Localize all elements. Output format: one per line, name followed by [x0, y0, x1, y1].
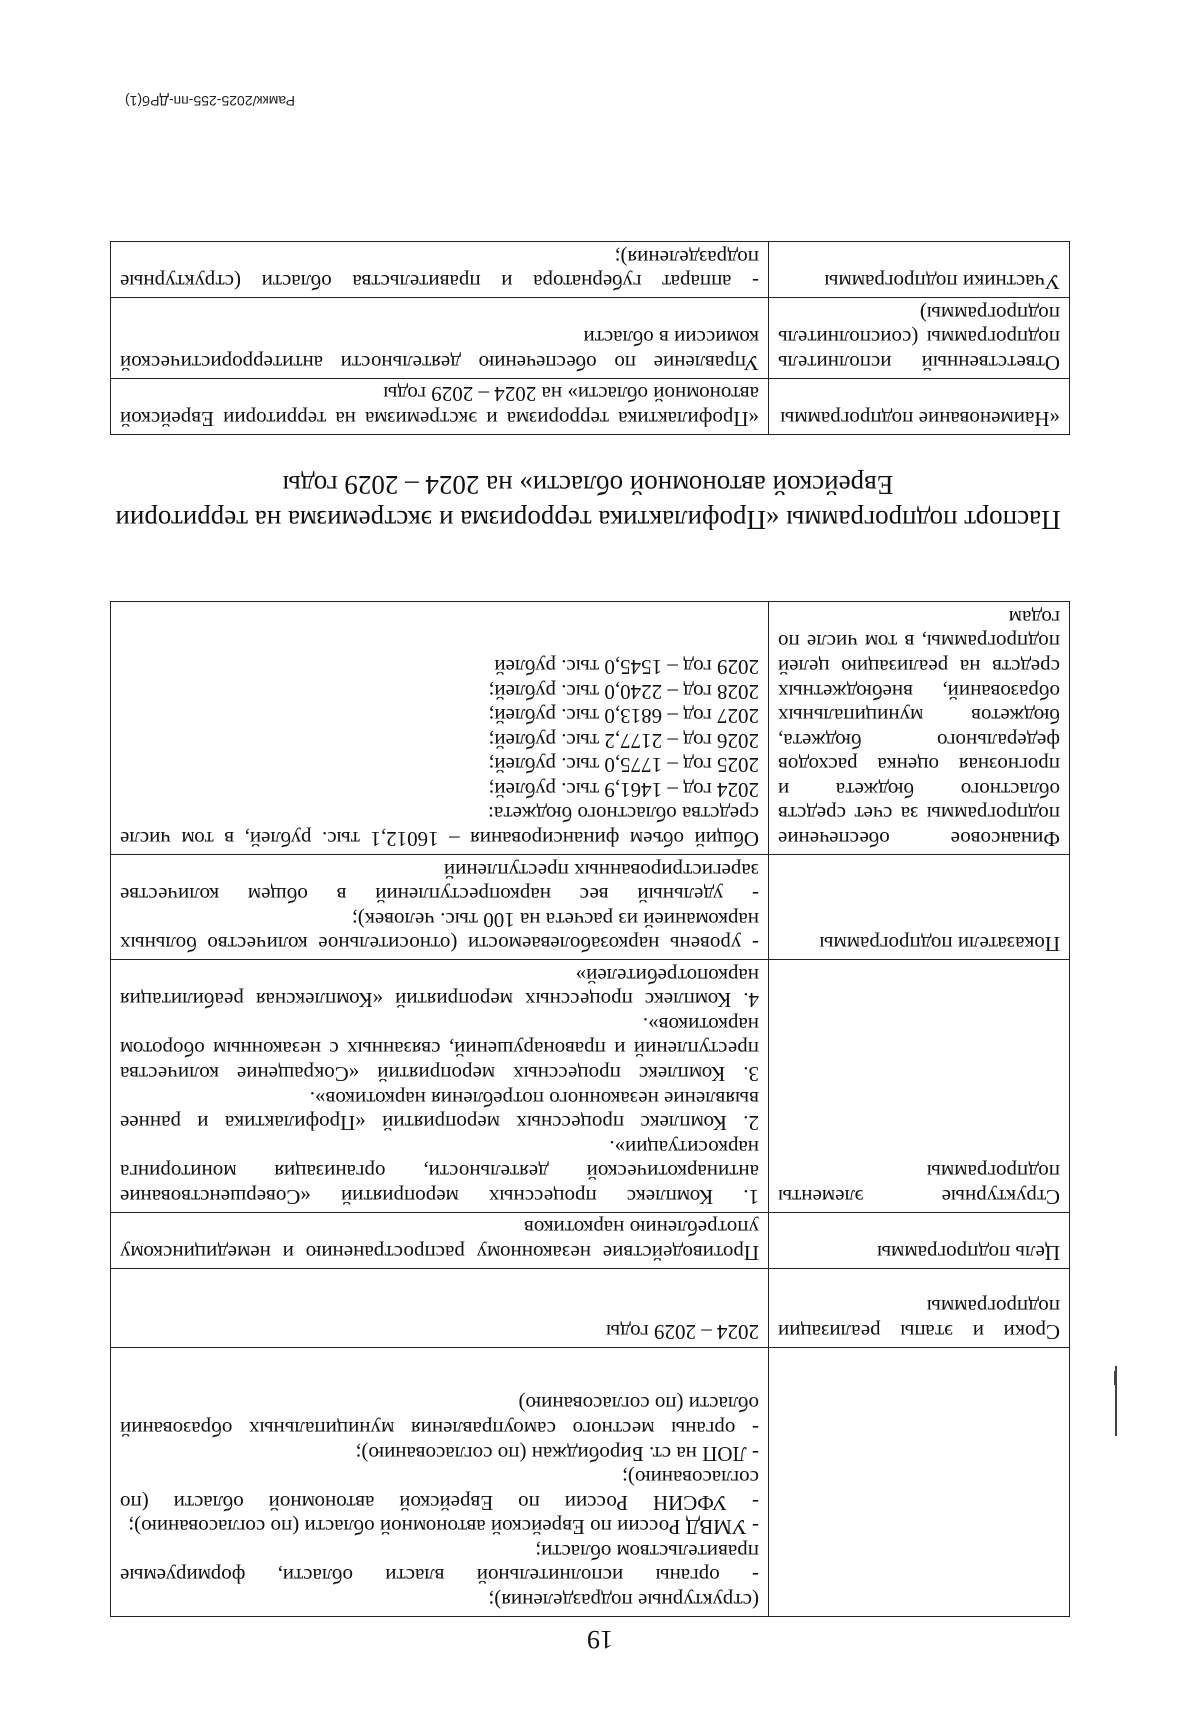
list-item: - ЛОП на ст. Биробиджан (по согласованию);	[355, 1441, 759, 1466]
row-value: Управление по обеспечению деятельности антитеррористической комиссии в области	[111, 298, 769, 379]
table-row	[111, 378, 1070, 434]
list-item: 2028 год – 2240,0 тыс. рублей;	[488, 679, 759, 704]
row-label: Финансовое обеспечение подпрограммы за счет средств областного бюджета и прогнозная оценка расходов федерального бюджета, бюджетов муниципальных образований, внебюджетных средств на реализацию целей подпрограммы, в том числе по годам	[769, 602, 1070, 855]
row-value: «Профилактика терроризма и экстремизма на территории Еврейской автономной области» на 2024 – 2029 годы	[111, 378, 769, 434]
row-label-empty	[769, 1348, 1070, 1617]
list-item: - УФСИН России по Еврейской автономной области (по согласованию);	[120, 1466, 759, 1515]
table-row	[111, 602, 1070, 855]
row-value: 2024 – 2029 годы	[111, 1269, 769, 1348]
row-label: Ответственный исполнитель подпрограммы (соисполнитель подпрограммы)	[769, 298, 1070, 379]
list-item: 2024 год – 1461,9 тыс. рублей;	[488, 777, 759, 802]
table-row	[111, 855, 1070, 960]
page-number: 19	[587, 1625, 613, 1654]
table-row	[111, 960, 1070, 1213]
list-item: 2027 год – 6813,0 тыс. рублей;	[488, 704, 759, 729]
list-item: Общий объем финансирования – 16012,1 тыс. рублей, в том числе средства областного бюджета:	[120, 802, 759, 851]
row-value: - аппарат губернатора и правительства области (структурные подразделения);	[111, 242, 769, 298]
row-value: Противодействие незаконному распространению и немедицинскому употреблению наркотиков	[111, 1212, 769, 1268]
row-label: Сроки и этапы реализации подпрограммы	[769, 1269, 1070, 1348]
list-item: 2. Комплекс процессных мероприятий «Профилактика и раннее выявление незаконного потребления наркотиков».	[120, 1086, 759, 1136]
list-item: 2026 год – 2177,2 тыс. рублей;	[488, 728, 759, 753]
list-item: 3. Комплекс процессных мероприятий «Сокращение количества преступлений и правонарушений, связанных с незаконным оборотом наркотиков».	[120, 1012, 759, 1087]
table-row	[111, 1212, 1070, 1268]
row-label: Участники подпрограммы	[769, 242, 1070, 298]
terrorism-subprogram-passport-table	[110, 241, 1070, 435]
row-label: Показатели подпрограммы	[769, 855, 1070, 960]
row-label: Цель подпрограммы	[769, 1212, 1070, 1268]
table-row	[111, 1348, 1070, 1617]
table-row	[111, 298, 1070, 379]
row-value	[111, 855, 769, 960]
scan-margin-mark	[1115, 1366, 1117, 1436]
row-value	[111, 602, 769, 855]
subprogram-passport-table-continued	[110, 601, 1070, 1617]
table-row	[111, 1269, 1070, 1348]
row-label: «Наименование подпрограммы	[769, 378, 1070, 434]
document-id: Рамкк/2025-255-пп-ДРб(1)	[124, 93, 295, 109]
row-value	[111, 960, 769, 1213]
list-item: 2025 год – 1775,0 тыс. рублей;	[488, 753, 759, 778]
list-item: - УМВД России по Еврейской автономной области (по согласованию);	[128, 1515, 759, 1540]
list-item: - органы исполнительной власти области, формируемые правительством области;	[120, 1539, 759, 1589]
list-item: 4. Комплекс процессных мероприятий «Комплексная реабилитация наркопотребителей»	[120, 963, 759, 1013]
list-item: 2029 год – 1545,0 тыс. рублей	[494, 655, 759, 680]
scan-margin-mark	[1114, 1371, 1115, 1385]
row-label: Структурные элементы подпрограммы	[769, 960, 1070, 1213]
list-item: (структурные подразделения);	[488, 1589, 759, 1613]
list-item: - удельный вес наркопреступлений в общем количестве зарегистрированных преступлений	[120, 858, 759, 908]
list-item: 1. Комплекс процессных мероприятий «Совершенствование антинаркотической деятельности, организация мониторинга наркоситуации».	[120, 1135, 759, 1209]
list-item: - уровень наркозаболеваемости (относительное количество больных наркоманией из расчета на 100 тыс. человек);	[120, 907, 759, 957]
passport-title: Паспорт подпрограммы «Профилактика терроризма и экстремизма на территории Еврейской автономной области» на 2024 – 2029 годы	[115, 469, 1061, 535]
table-row	[111, 242, 1070, 298]
participants-cell	[111, 1348, 769, 1617]
list-item: - органы местного самоуправления муниципальных образований области (по согласованию)	[120, 1392, 759, 1442]
